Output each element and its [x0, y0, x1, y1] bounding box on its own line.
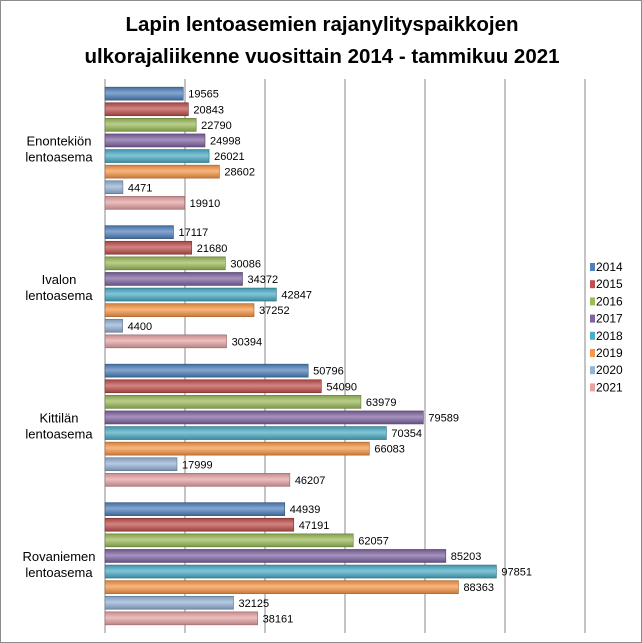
- data-label: 24998: [209, 135, 241, 148]
- data-label: 4400: [127, 320, 153, 333]
- bar-2016-1: [105, 118, 196, 131]
- legend-swatch-2016: [590, 297, 595, 305]
- legend-label: 2015: [596, 277, 623, 292]
- bars: [105, 87, 496, 625]
- category-label: lentoasema: [25, 426, 93, 442]
- data-label: 20843: [193, 104, 224, 117]
- bar-2016-4: [105, 534, 353, 547]
- legend-swatch-2015: [590, 280, 595, 288]
- data-label: 22790: [201, 119, 232, 132]
- data-label: 21680: [196, 242, 228, 255]
- bar-2015-2: [105, 241, 192, 254]
- legend-label: 2021: [596, 380, 623, 395]
- legend-swatch-2014: [590, 263, 595, 271]
- data-label: 19910: [189, 197, 221, 210]
- data-label: 47191: [298, 519, 330, 532]
- bar-2016-2: [105, 257, 225, 270]
- chart-title-line-2: ulkorajaliikenne vuosittain 2014 - tammikuu 2021: [84, 45, 560, 68]
- legend-label: 2016: [596, 294, 623, 309]
- legend-label: 2014: [596, 260, 623, 274]
- bar-2014-4: [105, 503, 285, 516]
- data-label: 30086: [230, 258, 261, 271]
- bar-2020-2: [105, 319, 123, 332]
- category-label: lentoasema: [25, 564, 93, 580]
- bar-2020-4: [105, 596, 234, 609]
- bar-2019-2: [105, 304, 254, 317]
- data-label: 26021: [214, 151, 245, 164]
- data-label: 46207: [294, 474, 326, 487]
- data-label: 17117: [178, 227, 209, 240]
- bar-2019-1: [105, 165, 219, 178]
- bar-2018-4: [105, 565, 496, 578]
- data-label: 37252: [259, 305, 290, 318]
- data-label: 19565: [188, 88, 219, 101]
- data-label: 97851: [501, 566, 532, 579]
- data-label: 44939: [289, 504, 321, 517]
- bar-2017-1: [105, 134, 205, 147]
- data-label: 42847: [281, 289, 312, 302]
- category-label: lentoasema: [25, 287, 93, 303]
- bar-2018-1: [105, 150, 209, 163]
- bar-2015-4: [105, 518, 294, 531]
- bar-2015-3: [105, 380, 321, 393]
- bar-2021-4: [105, 612, 258, 625]
- chart-plot: [1, 1, 641, 642]
- legend-swatch-2021: [590, 383, 595, 391]
- bar-2016-3: [105, 395, 361, 408]
- data-label: 34372: [247, 273, 279, 286]
- bar-2015-1: [105, 103, 188, 116]
- data-label: 88363: [463, 582, 495, 595]
- data-label: 79589: [428, 412, 459, 425]
- bar-2020-3: [105, 458, 177, 471]
- data-label: 32125: [238, 597, 270, 610]
- chart-title-line-1: Lapin lentoasemien rajanylityspaikkojen: [125, 13, 519, 36]
- bar-2019-3: [105, 442, 369, 455]
- legend-label: 2020: [596, 363, 623, 378]
- data-label: 66083: [374, 443, 405, 456]
- legend-label: 2017: [596, 311, 623, 326]
- data-label: 63979: [365, 396, 397, 409]
- bar-2014-1: [105, 87, 183, 100]
- bar-2018-2: [105, 288, 276, 301]
- bar-2014-3: [105, 364, 308, 377]
- data-label: 50796: [313, 365, 344, 378]
- data-label: 70354: [391, 428, 423, 441]
- data-label: 54090: [326, 381, 357, 394]
- data-label: 62057: [358, 535, 389, 548]
- bar-2017-4: [105, 549, 446, 562]
- legend-label: 2019: [596, 346, 623, 360]
- data-label: 4471: [127, 182, 153, 195]
- legend: [590, 260, 623, 394]
- legend-swatch-2018: [590, 332, 595, 340]
- category-label: Rovaniemen: [22, 548, 96, 564]
- legend-swatch-2017: [590, 315, 595, 323]
- bar-2021-1: [105, 196, 185, 209]
- bar-2021-3: [105, 473, 290, 486]
- category-label: Enontekiön: [26, 133, 92, 149]
- bar-2021-2: [105, 335, 227, 348]
- bar-2014-2: [105, 226, 173, 239]
- data-label: 38161: [262, 613, 294, 626]
- bar-2017-3: [105, 411, 423, 424]
- bar-2019-4: [105, 581, 458, 594]
- category-labels: [23, 133, 96, 580]
- legend-label: 2018: [596, 328, 623, 343]
- legend-swatch-2019: [590, 349, 595, 357]
- category-label: lentoasema: [25, 149, 93, 165]
- data-label: 28602: [224, 166, 256, 179]
- data-label: 17999: [181, 459, 213, 472]
- data-label: 85203: [450, 550, 482, 563]
- bar-2020-1: [105, 181, 123, 194]
- bar-2017-2: [105, 272, 242, 285]
- bar-2018-3: [105, 427, 386, 440]
- category-label: Ivalon: [41, 271, 77, 287]
- legend-swatch-2020: [590, 366, 595, 374]
- data-label: 30394: [231, 336, 263, 349]
- category-label: Kittilän: [39, 410, 79, 426]
